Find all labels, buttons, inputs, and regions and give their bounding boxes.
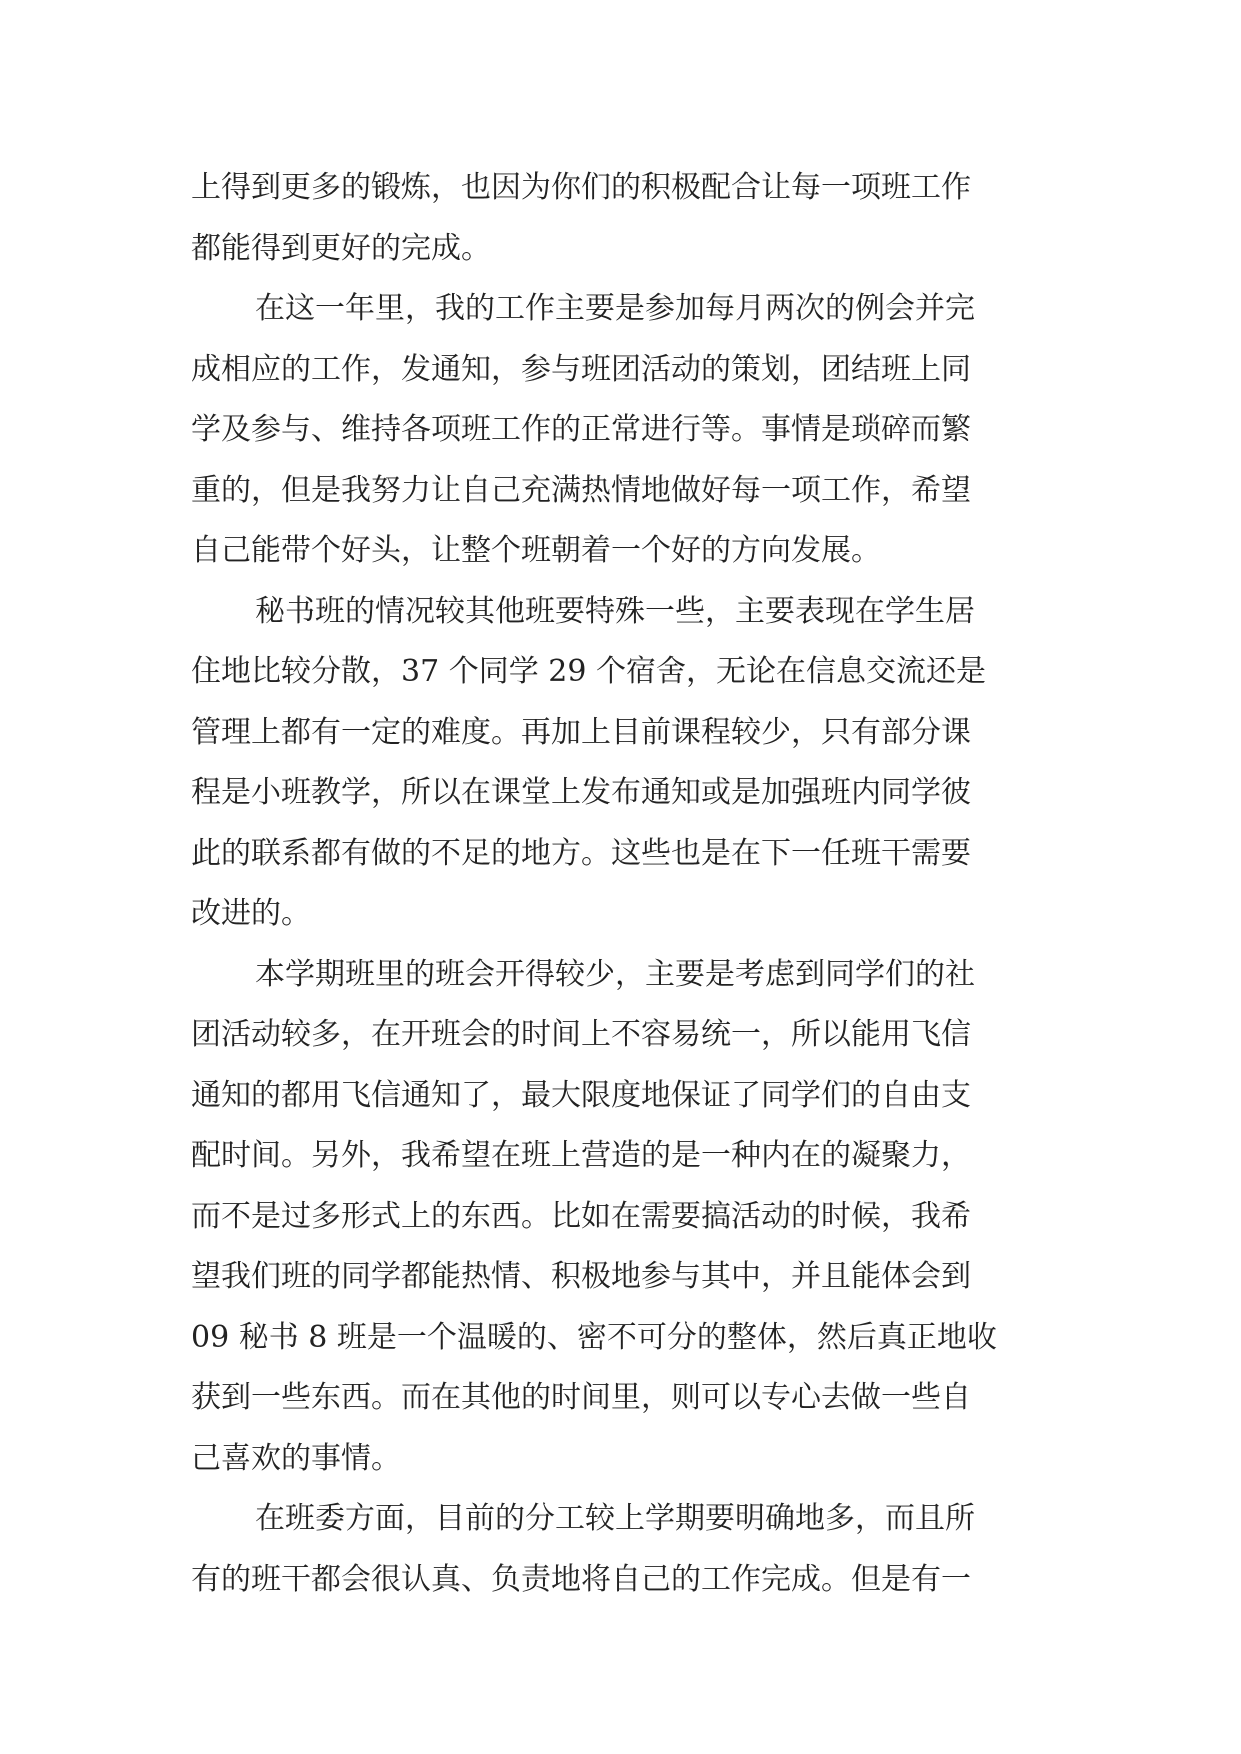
text-line: 程是小班教学，所以在课堂上发布通知或是加强班内同学彼 xyxy=(191,775,971,810)
paragraph-first-line: 在这一年里，我的工作主要是参加每月两次的例会并完 xyxy=(255,291,975,326)
paragraph-first-line: 本学期班里的班会开得较少，主要是考虑到同学们的社 xyxy=(255,956,975,992)
text-line: 重的，但是我努力让自己充满热情地做好每一项工作，希望 xyxy=(191,472,971,508)
text-line: 己喜欢的事情。 xyxy=(191,1440,401,1476)
document-body-text xyxy=(191,158,1051,1610)
text-line: 住地比较分散，37 个同学 29 个宿舍，无论在信息交流还是 xyxy=(191,654,986,689)
text-line: 改进的。 xyxy=(191,896,311,931)
text-line: 而不是过多形式上的东西。比如在需要搞活动的时候，我希 xyxy=(191,1198,971,1234)
text-line: 自己能带个好头，让整个班朝着一个好的方向发展。 xyxy=(191,533,881,568)
text-line: 09 秘书 8 班是一个温暖的、密不可分的整体，然后真正地收 xyxy=(191,1319,997,1355)
text-line: 团活动较多，在开班会的时间上不容易统一，所以能用飞信 xyxy=(191,1017,971,1052)
text-line: 有的班干都会很认真、负责地将自己的工作完成。但是有一 xyxy=(191,1561,971,1597)
text-line: 获到一些东西。而在其他的时间里，则可以专心去做一些自 xyxy=(191,1380,971,1415)
text-line: 成相应的工作，发通知，参与班团活动的策划，团结班上同 xyxy=(191,351,971,387)
paragraph-first-line: 秘书班的情况较其他班要特殊一些，主要表现在学生居 xyxy=(255,593,975,629)
text-line: 都能得到更好的完成。 xyxy=(191,230,491,266)
text-line: 上得到更多的锻炼，也因为你们的积极配合让每一项班工作 xyxy=(191,170,971,205)
text-line: 学及参与、维持各项班工作的正常进行等。事情是琐碎而繁 xyxy=(191,412,971,447)
paragraph-first-line: 在班委方面，目前的分工较上学期要明确地多，而且所 xyxy=(255,1501,975,1536)
text-line: 通知的都用飞信通知了，最大限度地保证了同学们的自由支 xyxy=(191,1077,971,1113)
text-line: 管理上都有一定的难度。再加上目前课程较少，只有部分课 xyxy=(191,714,971,750)
text-line: 配时间。另外，我希望在班上营造的是一种内在的凝聚力， xyxy=(191,1138,971,1173)
text-line: 此的联系都有做的不足的地方。这些也是在下一任班干需要 xyxy=(191,835,971,871)
text-line: 望我们班的同学都能热情、积极地参与其中，并且能体会到 xyxy=(191,1259,971,1294)
